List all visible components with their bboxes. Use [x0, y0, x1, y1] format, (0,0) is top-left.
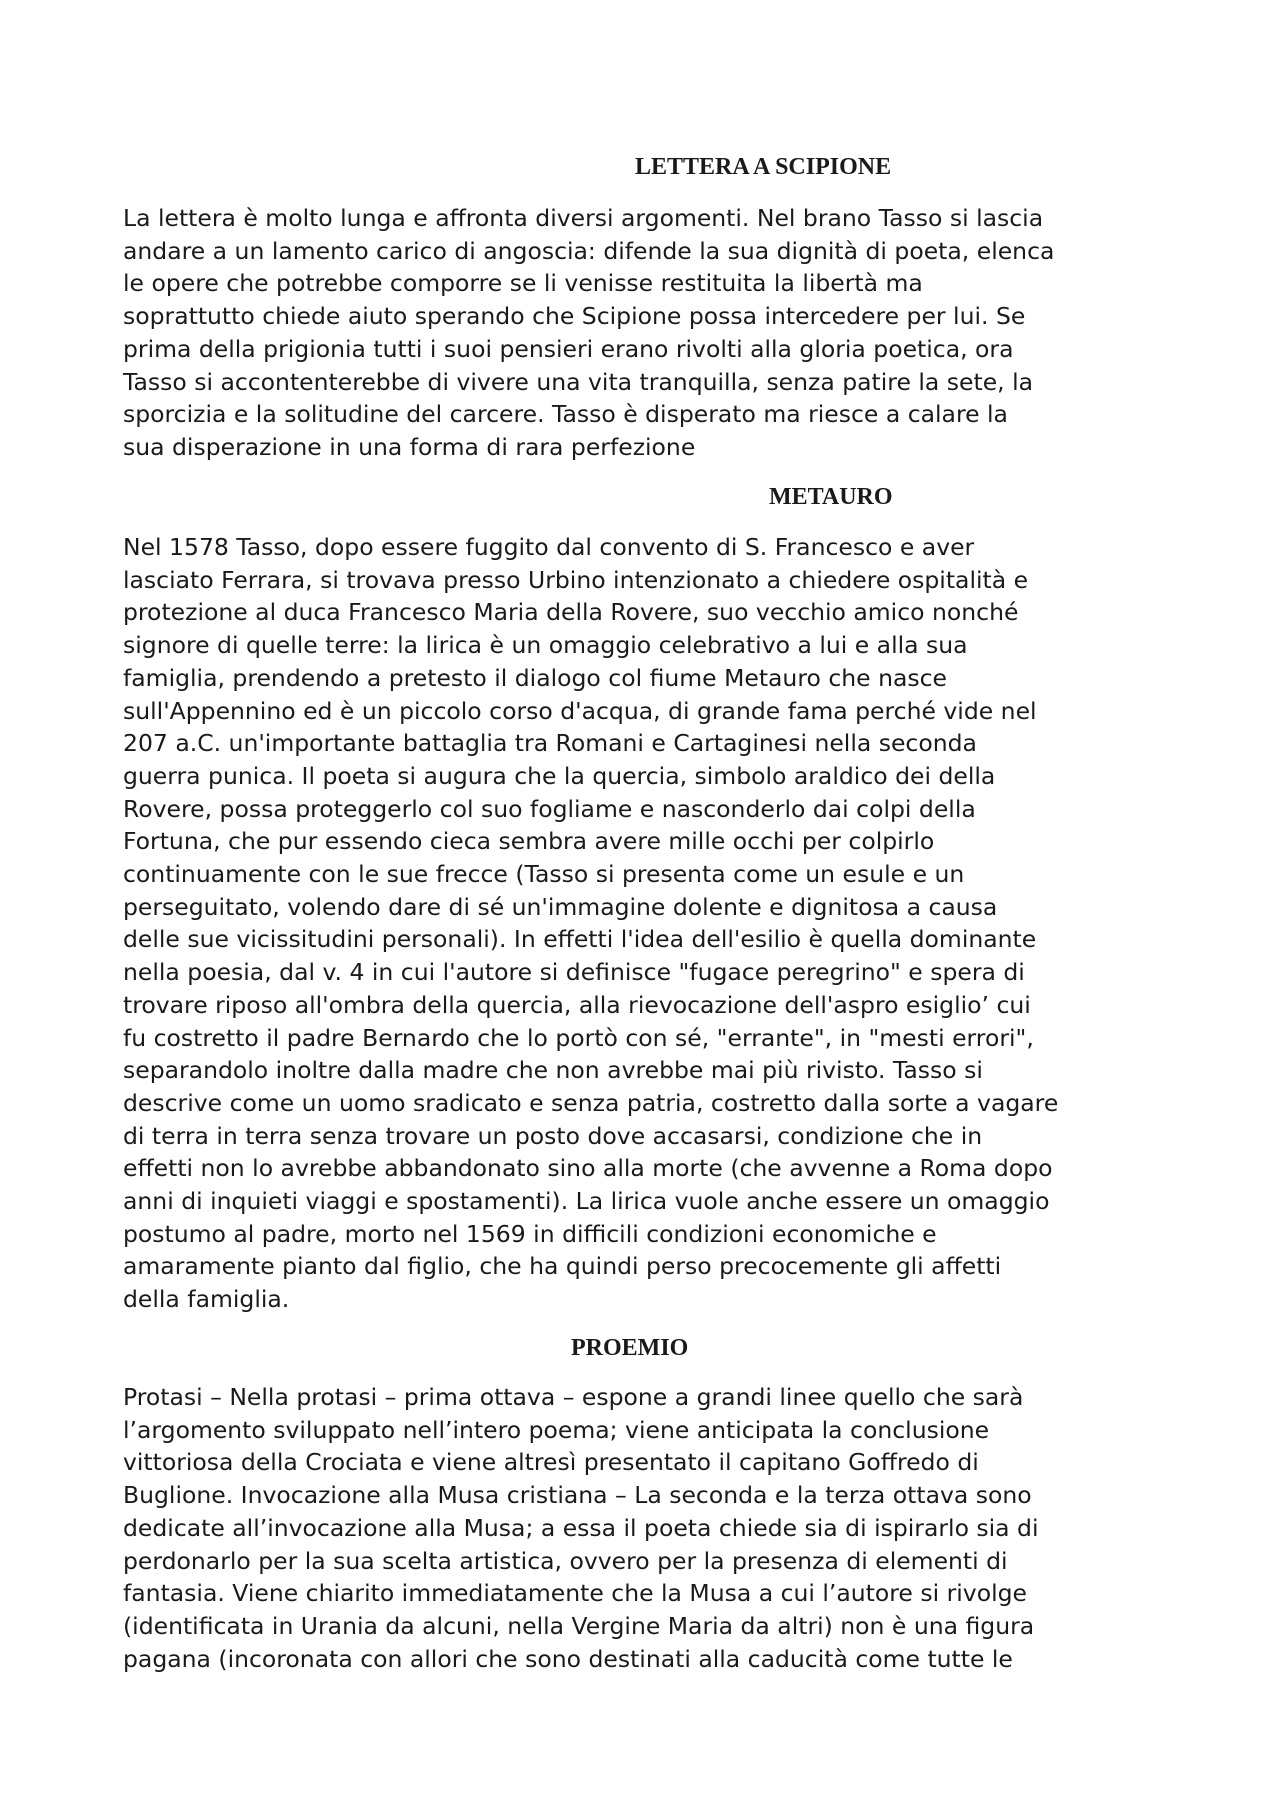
text-line: Fortuna, che pur essendo cieca sembra avere mille occhi per colpirlo — [123, 827, 935, 856]
text-line: 207 a.C. un'importante battaglia tra Romani e Cartaginesi nella seconda — [123, 729, 977, 758]
text-line: postumo al padre, morto nel 1569 in difficili condizioni economiche e — [123, 1219, 937, 1248]
paragraph-metauro — [123, 531, 1173, 1316]
text-line: Protasi – Nella protasi – prima ottava – espone a grandi linee quello che sarà — [123, 1383, 1024, 1411]
text-line: Nel 1578 Tasso, dopo essere fuggito dal convento di S. Francesco e aver — [123, 533, 975, 561]
text-line: della famiglia. — [123, 1285, 290, 1314]
text-line: Tasso si accontenterebbe di vivere una vita tranquilla, senza patire la sete, la — [123, 367, 1034, 396]
text-line: fantasia. Viene chiarito immediatamente che la Musa a cui l’autore si rivolge — [123, 1579, 1027, 1608]
text-line: delle sue vicissitudini personali). In effetti l'idea dell'esilio è quella dominante — [123, 925, 1037, 954]
text-line: separandolo inoltre dalla madre che non avrebbe mai più rivisto. Tasso si — [123, 1056, 983, 1085]
text-line: lasciato Ferrara, si trovava presso Urbino intenzionato a chiedere ospitalità e — [123, 565, 1029, 594]
text-line: nella poesia, dal v. 4 in cui l'autore si definisce "fugace peregrino" e spera di — [123, 958, 1025, 987]
text-line: sull'Appennino ed è un piccolo corso d'acqua, di grande fama perché vide nel — [123, 696, 1037, 725]
section-title-metauro: METAURO — [769, 484, 893, 510]
text-line: protezione al duca Francesco Maria della Rovere, suo vecchio amico nonché — [123, 598, 1019, 627]
text-line: La lettera è molto lunga e affronta diversi argomenti. Nel brano Tasso si lascia — [123, 204, 1044, 232]
text-line: vittoriosa della Crociata e viene altresì presentato il capitano Goffredo di — [123, 1448, 979, 1477]
text-line: perseguitato, volendo dare di sé un'immagine dolente e dignitosa a causa — [123, 892, 998, 921]
text-line: sporcizia e la solitudine del carcere. Tasso è disperato ma riesce a calare la — [123, 400, 1008, 429]
text-line: Buglione. Invocazione alla Musa cristiana – La seconda e la terza ottava sono — [123, 1481, 1032, 1510]
text-line: dedicate all’invocazione alla Musa; a essa il poeta chiede sia di ispirarlo sia di — [123, 1513, 1039, 1542]
text-line: perdonarlo per la sua scelta artistica, ovvero per la presenza di elementi di — [123, 1546, 1008, 1575]
text-line: guerra punica. Il poeta si augura che la quercia, simbolo araldico dei della — [123, 761, 996, 790]
text-line: soprattutto chiede aiuto sperando che Scipione possa intercedere per lui. Se — [123, 302, 1026, 331]
text-line: fu costretto il padre Bernardo che lo portò con sé, "errante", in "mesti errori", — [123, 1023, 1034, 1052]
text-line: signore di quelle terre: la lirica è un omaggio celebrativo a lui e alla sua — [123, 631, 968, 660]
section-title-proemio: PROEMIO — [571, 1335, 689, 1361]
text-line: sua disperazione in una forma di rara perfezione — [123, 432, 696, 461]
text-line: continuamente con le sue frecce (Tasso si presenta come un esule e un — [123, 860, 965, 889]
text-line: pagana (incoronata con allori che sono destinati alla caducità come tutte le — [123, 1644, 1013, 1673]
text-line: andare a un lamento carico di angoscia: difende la sua dignità di poeta, elenca — [123, 236, 1055, 265]
text-line: l’argomento sviluppato nell’intero poema; viene anticipata la conclusione — [123, 1415, 990, 1444]
text-line: descrive come un uomo sradicato e senza patria, costretto dalla sorte a vagare — [123, 1088, 1059, 1117]
section-title-lettera-a-scipione: LETTERA A SCIPIONE — [635, 154, 892, 180]
text-line: prima della prigionia tutti i suoi pensieri erano rivolti alla gloria poetica, ora — [123, 334, 1014, 363]
text-line: amaramente pianto dal figlio, che ha quindi perso precocemente gli affetti — [123, 1252, 1002, 1281]
text-line: le opere che potrebbe comporre se li venisse restituita la libertà ma — [123, 269, 923, 298]
text-line: (identificata in Urania da alcuni, nella Vergine Maria da altri) non è una figura — [123, 1611, 1035, 1640]
text-line: famiglia, prendendo a pretesto il dialogo col fiume Metauro che nasce — [123, 663, 947, 692]
text-line: Rovere, possa proteggerlo col suo fogliame e nasconderlo dai colpi della — [123, 794, 976, 823]
text-line: effetti non lo avrebbe abbandonato sino alla morte (che avvenne a Roma dopo — [123, 1154, 1053, 1183]
text-line: trovare riposo all'ombra della quercia, alla rievocazione dell'aspro esiglio’ cui — [123, 990, 1031, 1019]
paragraph-proemio — [123, 1381, 1173, 1675]
paragraph-lettera-a-scipione — [123, 202, 1173, 464]
text-line: di terra in terra senza trovare un posto dove accasarsi, condizione che in — [123, 1121, 983, 1150]
text-line: anni di inquieti viaggi e spostamenti). La lirica vuole anche essere un omaggio — [123, 1187, 1050, 1216]
